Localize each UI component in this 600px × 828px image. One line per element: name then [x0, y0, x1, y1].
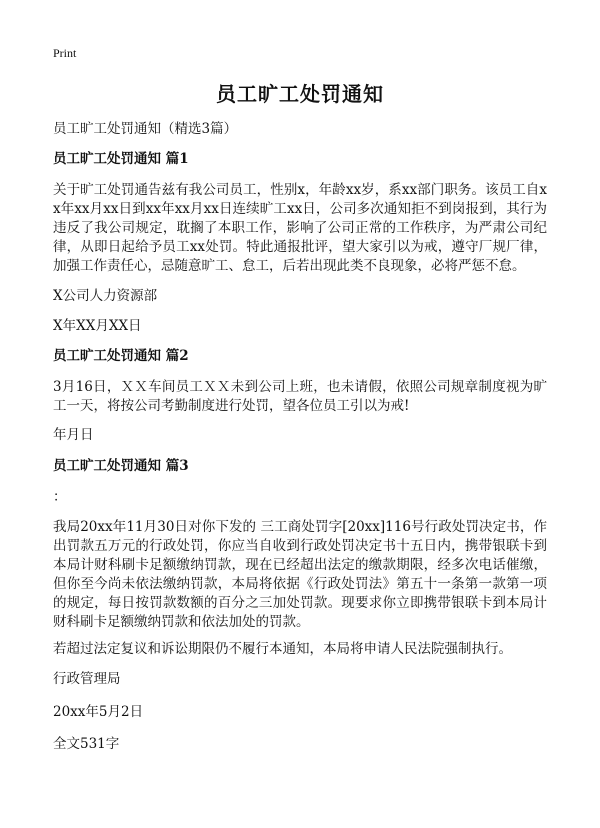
section-3-heading: 员工旷工处罚通知 篇3	[53, 458, 189, 474]
section-1-body: 关于旷工处罚通告兹有我公司员工，性别x，年龄xx岁，系xx部门职务。该员工自xx年xx月xx日到xx年xx月xx日连续旷工xx日，公司多次通知拒不到岗报到，其行为违反了我公司规定，耽搁了本职工作，影响了公司正常的工作秩序，为严肃公司纪律，从即日起给予员工xx处罚。特此通报批评，望大家引以为戒，遵守厂规厂律，加强工作责任心，忌随意旷工、怠工，后若出现此类不良现象，必将严惩不怠。	[53, 182, 547, 274]
section-3-body: 我局20xx年11月30日对你下发的 三工商处罚字[20xx]116号行政处罚决定书，作出罚款五万元的行政处罚，你应当自收到行政处罚决定书十五日内，携带银联卡到本局计财科刷卡足额缴纳罚款，现在已经超出法定的缴款期限，经多次电话催缴，但你至今尚未依法缴纳罚款，本局将依据《行政处罚法》第五十一条第一款第一项的规定，每日按罚款数额的百分之三加处罚款。现要求你立即携带银联卡到本局计财科刷卡足额缴纳罚款和依法加处的罚款。	[53, 519, 547, 630]
document-subtitle: 员工旷工处罚通知（精选3篇）	[53, 121, 238, 137]
section-1-heading: 员工旷工处罚通知 篇1	[53, 151, 189, 167]
document-title: 员工旷工处罚通知	[216, 82, 384, 106]
section-2-body: 3月16日，ＸＸ车间员工ＸＸ未到公司上班，也未请假，依照公司规章制度视为旷工一天，将按公司考勤制度进行处罚，望各位员工引以为戒!	[53, 379, 547, 414]
section-2-heading: 员工旷工处罚通知 篇2	[53, 348, 189, 364]
section-3-body-2: 若超过法定复议和诉讼期限仍不履行本通知，本局将申请人民法院强制执行。	[53, 641, 512, 657]
section-3-signature: 行政管理局	[53, 671, 121, 687]
section-3-date: 20xx年5月2日	[53, 704, 144, 720]
section-1-signature: X公司人力资源部	[53, 288, 158, 304]
section-3-salutation: ：	[53, 489, 67, 505]
word-count: 全文531字	[53, 736, 120, 752]
section-1-date: X年XX月XX日	[53, 318, 142, 334]
section-2-date: 年月日	[53, 427, 94, 443]
print-label: Print	[53, 46, 77, 60]
